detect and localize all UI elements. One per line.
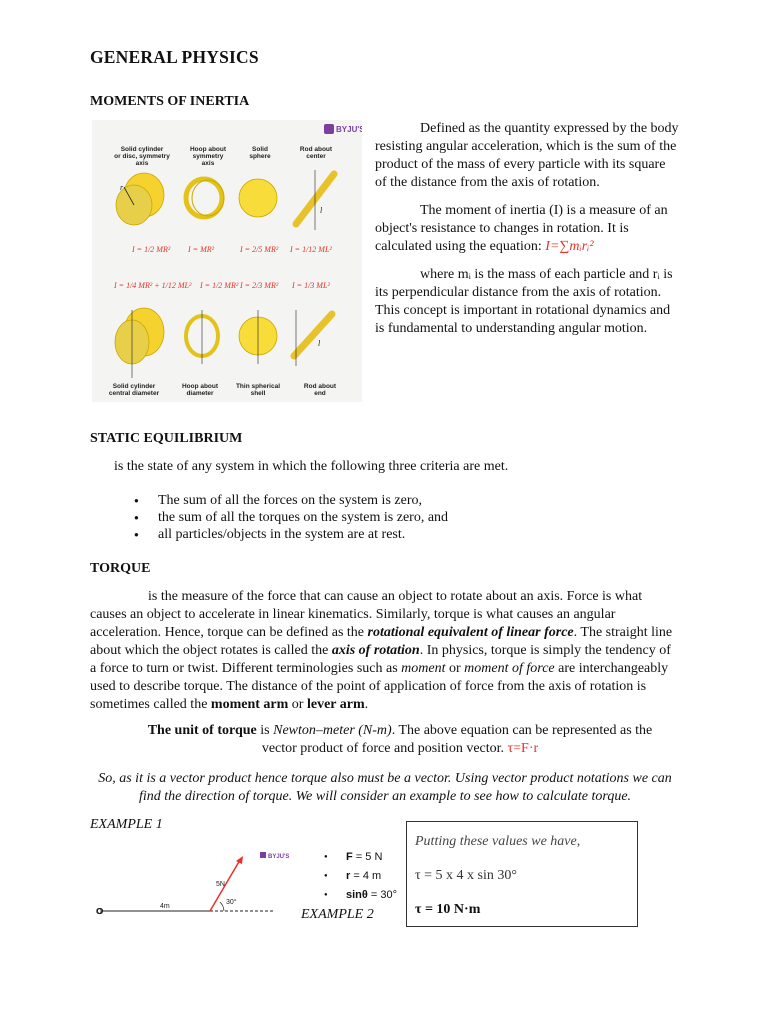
criterion-item: ● all particles/objects in the system are at rest.	[90, 526, 690, 543]
formula-hoop-diameter: I = 1/2 MR²	[200, 281, 239, 290]
example-1-diagram	[92, 846, 292, 920]
moments-para-2: The moment of inertia (I) is a measure of an object's resistance to changes in rotation. It is calculated using the equation: I=∑mᵢrᵢ²	[375, 203, 668, 254]
equilibrium-heading: STATIC EQUILIBRIUM	[90, 431, 243, 446]
page-title: GENERAL PHYSICS	[90, 47, 259, 67]
svg-text:center: center	[306, 153, 326, 160]
calc-step: τ = 5 x 4 x sin 30°	[415, 868, 517, 883]
calc-result: τ = 10 N·m	[415, 902, 481, 917]
formula-spherical-shell: I = 2/3 MR²	[240, 281, 279, 290]
label-spherical-shell: Thin spherical	[235, 383, 281, 390]
value-item: ● sinθ = 30°	[322, 886, 412, 905]
svg-text:BYJU'S: BYJU'S	[268, 854, 290, 860]
criterion-item: ● The sum of all the forces on the system is zero,	[90, 492, 690, 509]
formula-rod-end: I = 1/3 ML²	[292, 281, 330, 290]
torque-unit: The unit of torque is Newton–meter (N-m). The above equation can be represented as the vector product of force and position vector. τ=F·r	[147, 723, 653, 756]
value-item: ● F = 5 N	[322, 848, 412, 867]
force-label: 5N	[216, 881, 225, 888]
moments-heading: MOMENTS OF INERTIA	[90, 94, 250, 109]
criterion-item: ● the sum of all the torques on the system is zero, and	[90, 509, 690, 526]
example-2-label: EXAMPLE 2	[301, 907, 374, 922]
svg-text:l: l	[320, 206, 323, 215]
byjus-logo	[324, 124, 362, 134]
equilibrium-intro: is the state of any system in which the following three criteria are met.	[114, 459, 509, 474]
label-rod-center: Rod about	[299, 146, 333, 153]
solid-sphere-shape	[239, 179, 277, 217]
example-1-label: EXAMPLE 1	[90, 817, 163, 832]
formula-solid-cylinder-diameter: I = 1/4 MR² + 1/12 ML²	[114, 281, 192, 290]
example-1-values	[322, 848, 412, 905]
distance-label: 4m	[160, 903, 170, 910]
label-solid-cylinder-2: Solid cylinder	[112, 383, 156, 390]
svg-text:symmetry: symmetry	[192, 153, 224, 160]
angle-label: 30°	[226, 899, 237, 906]
svg-text:diameter: diameter	[186, 390, 214, 397]
formula-rod-center: I = 1/12 ML²	[290, 245, 332, 254]
torque-heading: TORQUE	[90, 561, 151, 576]
label-solid-sphere: Solid	[252, 146, 268, 153]
label-rod-end: Rod about	[303, 383, 337, 390]
svg-text:central diameter: central diameter	[108, 390, 160, 397]
label-hoop-1: Hoop about	[189, 146, 227, 153]
torque-equation: τ=F·r	[507, 741, 539, 756]
svg-text:or disc, symmetry: or disc, symmetry	[114, 153, 170, 160]
torque-vector-note: So, as it is a vector product hence torque also must be a vector. Using vector product notations we can find the direction of torque. We will consider an example to see how to calculate torque.	[98, 771, 672, 804]
svg-text:end: end	[314, 390, 326, 397]
svg-text:shell: shell	[250, 390, 266, 397]
label-solid-cylinder-1: Solid cylinder	[120, 146, 164, 153]
svg-text:axis: axis	[201, 160, 215, 167]
svg-text:l: l	[318, 339, 321, 348]
formula-hoop: I = MR²	[188, 245, 215, 254]
moments-figure	[92, 120, 362, 402]
moments-para-1: Defined as the quantity expressed by the body resisting angular acceleration, which is the sum of the product of the mass of every particle with its square of the distance from the axis of rotation.	[375, 121, 679, 190]
calc-intro: Putting these values we have,	[415, 834, 581, 849]
formula-solid-sphere: I = 2/5 MR²	[240, 245, 279, 254]
svg-text:BYJU'S: BYJU'S	[336, 125, 362, 134]
equilibrium-criteria	[90, 492, 690, 543]
svg-text:r: r	[120, 183, 124, 192]
moment-equation: I=∑mᵢrᵢ²	[545, 239, 594, 254]
label-hoop-2: Hoop about	[181, 383, 219, 390]
svg-text:sphere: sphere	[249, 153, 271, 160]
value-item: ● r = 4 m	[322, 867, 412, 886]
torque-paragraph: is the measure of the force that can cause an object to rotate about an axis. Force is what causes an object to accelerate in linear kinematics. Similarly, torque is what causes an angular acceleration. Hence, torque can be defined as the rotational equivalent of linear force. The straight line about which the object rotates is called the axis of rotation. In physics, torque is simply the tendency of a force to turn or twist. Different terminologies such as moment or moment of force are interchangeably used to describe torque. The distance of the point of application of force from the axis of rotation is sometimes called the moment arm or lever arm.	[90, 589, 673, 712]
byjus-logo	[260, 852, 289, 860]
moments-para-3: where mᵢ is the mass of each particle and rᵢ is its perpendicular distance from the axis of rotation. This concept is important in rotational dynamics and is fundamental to understanding angular motion.	[375, 267, 673, 336]
svg-text:axis: axis	[135, 160, 149, 167]
origin-label: O	[96, 907, 103, 916]
moments-definition	[375, 120, 680, 348]
formula-solid-cylinder: I = 1/2 MR²	[132, 245, 171, 254]
calculation-box	[406, 821, 638, 927]
